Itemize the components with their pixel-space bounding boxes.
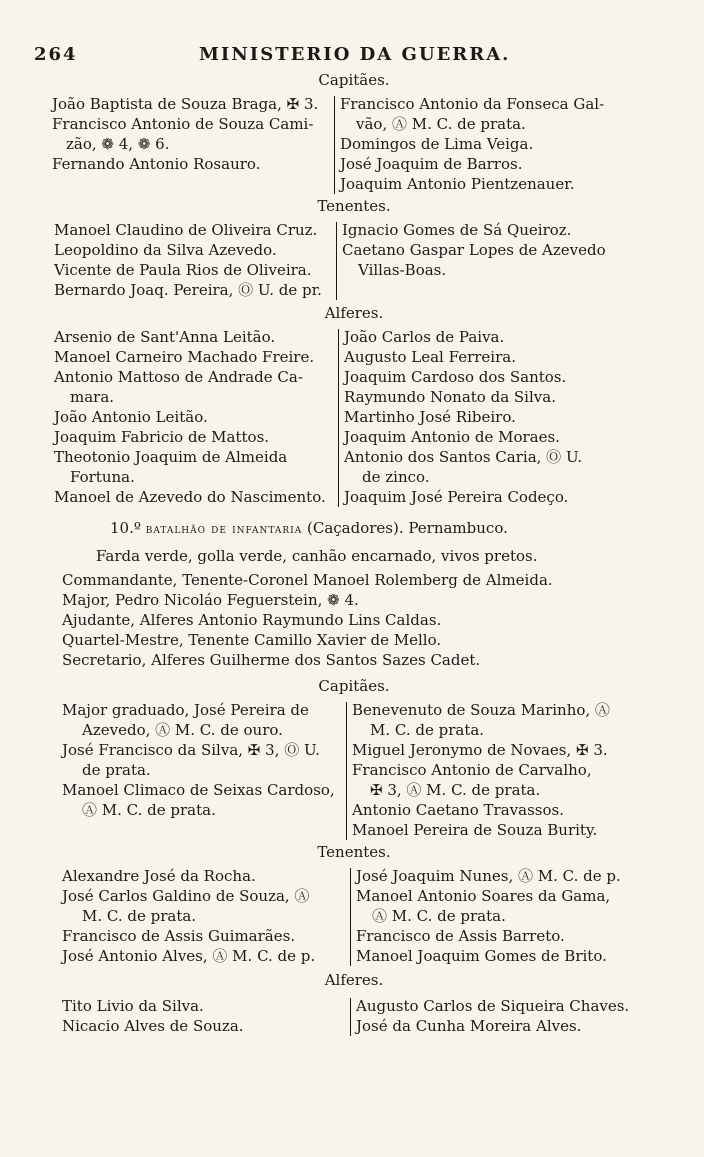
list-item: Caetano Gaspar Lopes de Azevedo xyxy=(342,241,606,259)
battalion-uniform: Farda verde, golla verde, canhão encarnado, vivos pretos. xyxy=(96,547,538,565)
list-item: José Francisco da Silva, ✠ 3, Ⓞ U. xyxy=(62,741,321,759)
list-item: Antonio Mattoso de Andrade Ca- xyxy=(54,368,303,386)
list-item: Francisco Antonio de Carvalho, xyxy=(352,761,592,779)
list-item: João Carlos de Paiva. xyxy=(344,328,505,346)
list-item: Fortuna. xyxy=(70,468,135,486)
list-item: Manoel Pereira de Souza Burity. xyxy=(352,821,598,839)
list-item: ✠ 3, Ⓐ M. C. de prata. xyxy=(370,781,541,799)
list-item: Joaquim Antonio de Moraes. xyxy=(344,428,560,446)
list-item: José Carlos Galdino de Souza, Ⓐ xyxy=(62,887,310,905)
running-title: MINISTERIO DA GUERRA. xyxy=(199,44,511,65)
list-item: de zinco. xyxy=(362,468,430,486)
list-item: Raymundo Nonato da Silva. xyxy=(344,388,556,406)
list-item: Manoel Carneiro Machado Freire. xyxy=(54,348,315,366)
page-number: 264 xyxy=(34,44,78,65)
list-item: Bernardo Joaq. Pereira, Ⓞ U. de pr. xyxy=(54,281,322,299)
list-item: José Antonio Alves, Ⓐ M. C. de p. xyxy=(62,947,316,965)
list-item: Francisco Antonio de Souza Cami- xyxy=(52,115,314,133)
battalion-name-rest: (Caçadores). Pernambuco. xyxy=(306,519,508,537)
list-item: zão, ❁ 4, ❁ 6. xyxy=(66,135,170,153)
list-item: Tito Livio da Silva. xyxy=(62,997,204,1015)
list-item: Leopoldino da Silva Azevedo. xyxy=(54,241,277,259)
list-item: Francisco de Assis Guimarães. xyxy=(62,927,296,945)
staff-line: Quartel-Mestre, Tenente Camillo Xavier de Mello. xyxy=(62,631,442,649)
list-item: mara. xyxy=(70,388,115,406)
list-item: Theotonio Joaquim de Almeida xyxy=(54,448,288,466)
section-heading-alferes: Alferes. xyxy=(324,304,384,322)
list-item: Major graduado, José Pereira de xyxy=(62,701,309,719)
column-divider xyxy=(346,702,347,840)
column-divider xyxy=(336,222,337,300)
list-item: Francisco Antonio da Fonseca Gal- xyxy=(340,95,605,113)
column-divider xyxy=(350,998,351,1036)
staff-line: Secretario, Alferes Guilherme dos Santos Sazes Cadet. xyxy=(62,651,481,669)
list-item: Villas-Boas. xyxy=(358,261,447,279)
list-item: João Antonio Leitão. xyxy=(54,408,208,426)
list-item: Ⓐ M. C. de prata. xyxy=(372,907,506,925)
list-item: Joaquim Cardoso dos Santos. xyxy=(344,368,567,386)
list-item: Augusto Leal Ferreira. xyxy=(344,348,516,366)
list-item: Domingos de Lima Veiga. xyxy=(340,135,534,153)
list-item: José Joaquim Nunes, Ⓐ M. C. de p. xyxy=(356,867,621,885)
page-header xyxy=(34,44,674,66)
list-item: João Baptista de Souza Braga, ✠ 3. xyxy=(52,95,319,113)
column-divider xyxy=(350,868,351,966)
battalion-number: 10.º xyxy=(110,519,141,537)
staff-line: Major, Pedro Nicoláo Feguerstein, ❁ 4. xyxy=(62,591,359,609)
list-item: Azevedo, Ⓐ M. C. de ouro. xyxy=(82,721,283,739)
list-item: Antonio dos Santos Caria, Ⓞ U. xyxy=(344,448,582,466)
list-item: Manoel Climaco de Seixas Cardoso, xyxy=(62,781,335,799)
list-item: Ignacio Gomes de Sá Queiroz. xyxy=(342,221,572,239)
list-item: de prata. xyxy=(82,761,151,779)
section-heading-tenentes: Tenentes. xyxy=(317,843,391,861)
list-item: vão, Ⓐ M. C. de prata. xyxy=(356,115,526,133)
list-item: Francisco de Assis Barreto. xyxy=(356,927,565,945)
list-item: Manoel Claudino de Oliveira Cruz. xyxy=(54,221,318,239)
list-item: Manoel Antonio Soares da Gama, xyxy=(356,887,611,905)
column-divider xyxy=(338,329,339,507)
list-item: Vicente de Paula Rios de Oliveira. xyxy=(54,261,312,279)
section-heading-alferes: Alferes. xyxy=(324,971,384,989)
list-item: Manoel de Azevedo do Nascimento. xyxy=(54,488,326,506)
column-divider xyxy=(334,96,335,194)
list-item: Joaquim Antonio Pientzenauer. xyxy=(340,175,575,193)
staff-line: Commandante, Tenente-Coronel Manoel Rolemberg de Almeida. xyxy=(62,571,553,589)
list-item: M. C. de prata. xyxy=(82,907,197,925)
battalion-name: batalhão de infantaria xyxy=(145,522,303,537)
staff-line: Ajudante, Alferes Antonio Raymundo Lins Caldas. xyxy=(62,611,442,629)
battalion-heading xyxy=(110,518,508,540)
list-item: M. C. de prata. xyxy=(370,721,485,739)
section-heading-tenentes: Tenentes. xyxy=(317,197,391,215)
list-item: Benevenuto de Souza Marinho, Ⓐ xyxy=(352,701,610,719)
list-item: Nicacio Alves de Souza. xyxy=(62,1017,244,1035)
list-item: Antonio Caetano Travassos. xyxy=(352,801,564,819)
list-item: Fernando Antonio Rosauro. xyxy=(52,155,261,173)
list-item: Miguel Jeronymo de Novaes, ✠ 3. xyxy=(352,741,608,759)
list-item: José Joaquim de Barros. xyxy=(340,155,523,173)
list-item: Alexandre José da Rocha. xyxy=(62,867,256,885)
list-item: Augusto Carlos de Siqueira Chaves. xyxy=(356,997,630,1015)
section-heading-capitaes: Capitães. xyxy=(318,71,390,89)
list-item: Arsenio de Sant'Anna Leitão. xyxy=(54,328,276,346)
list-item: Martinho José Ribeiro. xyxy=(344,408,516,426)
list-item: Joaquim José Pereira Codeço. xyxy=(344,488,569,506)
list-item: José da Cunha Moreira Alves. xyxy=(356,1017,582,1035)
section-heading-capitaes: Capitães. xyxy=(318,677,390,695)
list-item: Manoel Joaquim Gomes de Brito. xyxy=(356,947,607,965)
list-item: Ⓐ M. C. de prata. xyxy=(82,801,216,819)
list-item: Joaquim Fabricio de Mattos. xyxy=(54,428,270,446)
